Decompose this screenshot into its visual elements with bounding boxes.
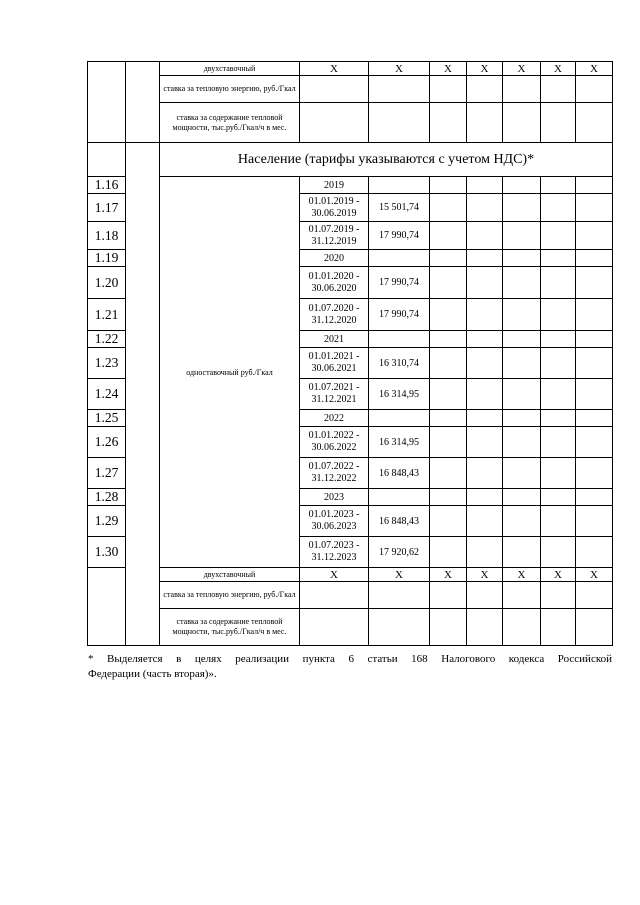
x-mark: X — [430, 568, 467, 582]
x-mark: X — [576, 62, 613, 76]
tariff-value: 16 848,43 — [369, 506, 430, 537]
blank-cell — [126, 62, 160, 143]
tariff-value: 17 990,74 — [369, 222, 430, 250]
table-row — [88, 143, 613, 177]
row-number: 1.26 — [88, 427, 126, 458]
population-header: Население (тарифы указываются с учетом НДС)* — [160, 143, 613, 177]
table-row — [88, 609, 613, 646]
row-number: 1.16 — [88, 177, 126, 194]
row-number: 1.28 — [88, 489, 126, 506]
period-range: 01.01.2021 - 30.06.2021 — [300, 348, 369, 379]
tariff-value: 16 848,43 — [369, 458, 430, 489]
tariff-value: 17 990,74 — [369, 299, 430, 331]
table-row — [88, 62, 613, 76]
footnote — [88, 652, 612, 682]
x-mark: X — [503, 568, 541, 582]
table-row — [88, 103, 613, 143]
tariff-value — [369, 250, 430, 267]
tariff-value: 16 310,74 — [369, 348, 430, 379]
capacity-rate-label: ставка за содержание тепловой мощности, тыс.руб./Гкал/ч в мес. — [160, 609, 300, 646]
tariff-table — [87, 61, 613, 646]
period-range: 01.01.2023 - 30.06.2023 — [300, 506, 369, 537]
period-range: 01.01.2020 - 30.06.2020 — [300, 267, 369, 299]
tariff-value: 16 314,95 — [369, 427, 430, 458]
tariff-value — [369, 489, 430, 506]
x-mark: X — [576, 568, 613, 582]
footnote-line: * Выделяется в целях реализации пункта 6 статьи 168 Налогового кодекса Российской — [88, 653, 612, 665]
period-year: 2023 — [300, 489, 369, 506]
row-number: 1.18 — [88, 222, 126, 250]
tariff-value: 17 990,74 — [369, 267, 430, 299]
row-number: 1.19 — [88, 250, 126, 267]
period-year: 2019 — [300, 177, 369, 194]
period-range: 01.07.2020 - 31.12.2020 — [300, 299, 369, 331]
period-range: 01.07.2023 - 31.12.2023 — [300, 537, 369, 568]
num-cell — [88, 62, 126, 143]
x-mark: X — [430, 62, 467, 76]
row-number: 1.23 — [88, 348, 126, 379]
period-range: 01.07.2022 - 31.12.2022 — [300, 458, 369, 489]
row-number: 1.22 — [88, 331, 126, 348]
table-row — [88, 76, 613, 103]
capacity-rate-label: ставка за содержание тепловой мощности, тыс.руб./Гкал/ч в мес. — [160, 103, 300, 143]
table-row — [88, 582, 613, 609]
tariff-value: 16 314,95 — [369, 379, 430, 410]
tariff-value: 15 501,74 — [369, 194, 430, 222]
one-part-label: одноставочный руб./Гкал — [160, 177, 300, 568]
table-row — [88, 177, 613, 194]
x-mark: X — [300, 62, 369, 76]
row-number: 1.17 — [88, 194, 126, 222]
x-mark: X — [541, 62, 576, 76]
two-part-label: двухставочный — [160, 62, 300, 76]
x-mark: X — [467, 62, 503, 76]
blank-cell — [126, 143, 160, 646]
row-number: 1.24 — [88, 379, 126, 410]
tariff-value — [369, 410, 430, 427]
two-part-label: двухставочный — [160, 568, 300, 582]
row-number: 1.30 — [88, 537, 126, 568]
x-mark: X — [467, 568, 503, 582]
x-mark: X — [503, 62, 541, 76]
row-number: 1.21 — [88, 299, 126, 331]
row-number: 1.25 — [88, 410, 126, 427]
period-range: 01.07.2021 - 31.12.2021 — [300, 379, 369, 410]
heat-energy-rate-label: ставка за тепловую энергию, руб./Гкал — [160, 76, 300, 103]
table-row — [88, 568, 613, 582]
tariff-value: 17 920,62 — [369, 537, 430, 568]
footnote-line: Федерации (часть вторая)». — [88, 668, 217, 680]
row-number: 1.20 — [88, 267, 126, 299]
x-mark: X — [300, 568, 369, 582]
heat-energy-rate-label: ставка за тепловую энергию, руб./Гкал — [160, 582, 300, 609]
x-mark: X — [369, 62, 430, 76]
period-range: 01.07.2019 - 31.12.2019 — [300, 222, 369, 250]
x-mark: X — [541, 568, 576, 582]
row-number: 1.27 — [88, 458, 126, 489]
num-cell — [88, 568, 126, 646]
tariff-value — [369, 331, 430, 348]
period-year: 2021 — [300, 331, 369, 348]
period-range: 01.01.2019 - 30.06.2019 — [300, 194, 369, 222]
tariff-value — [369, 177, 430, 194]
x-mark: X — [369, 568, 430, 582]
row-number: 1.29 — [88, 506, 126, 537]
period-year: 2022 — [300, 410, 369, 427]
period-year: 2020 — [300, 250, 369, 267]
period-range: 01.01.2022 - 30.06.2022 — [300, 427, 369, 458]
